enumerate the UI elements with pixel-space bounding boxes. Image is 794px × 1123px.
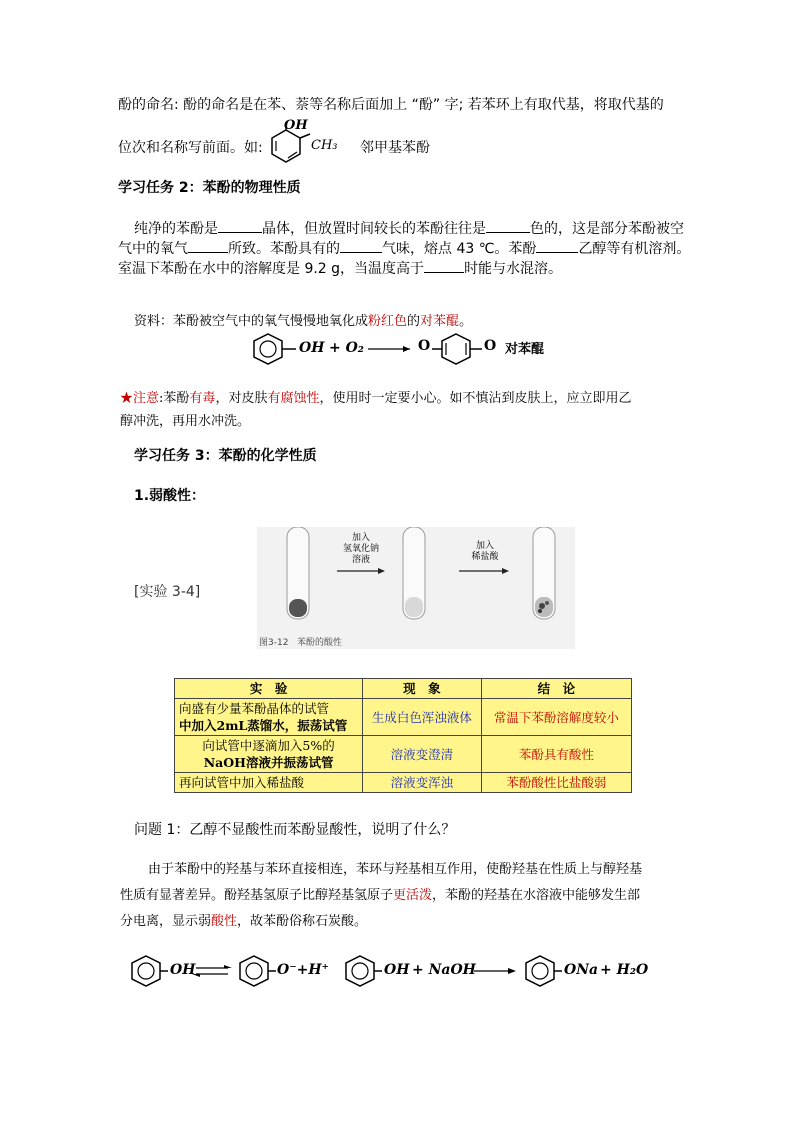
weak-acid-heading: 1.弱酸性： [134, 488, 206, 504]
header-experiment: 实 验 [175, 679, 363, 699]
answer-line3: 分电离，显示弱酸性，故苯酚俗称石炭酸。 [120, 914, 368, 929]
ch3-label: CH₃ [311, 138, 338, 153]
eq-plus-naoh: + NaOH [412, 962, 476, 978]
task2-line3: 室温下苯酚在水中的溶解度是 9.2 g，当温度高于 时能与水混溶。 [118, 258, 562, 279]
warning-line2: 醇冲洗，再用水冲洗。 [120, 414, 251, 429]
row2-phenomenon: 溶液变澄清 [363, 736, 481, 773]
eq-oh2: OH [384, 962, 410, 978]
arrow2-label: 加入 稀盐酸 [471, 541, 499, 562]
table-row [175, 699, 632, 736]
experiment-label: [实验 3-4] [134, 584, 201, 600]
task3-heading: 学习任务 3：苯酚的化学性质 [134, 448, 317, 464]
compound-name: 邻甲基苯酚 [360, 140, 430, 156]
row3-experiment: 再向试管中加入稀盐酸 [175, 773, 363, 793]
row1-conclusion: 常温下苯酚溶解度较小 [481, 699, 631, 736]
acidity-figure [257, 527, 575, 649]
arrow1-label: 加入 氢氧化钠 溶液 [342, 533, 379, 565]
eq-oh1: OH [170, 962, 196, 978]
table-row [175, 773, 632, 793]
table-row [175, 736, 632, 773]
material-line: 资料：苯酚被空气中的氧气慢慢地氧化成粉红色的对苯醌。 [134, 314, 473, 329]
test-tubes-illustration [257, 527, 575, 631]
row1-phenomenon: 生成白色浑浊液体 [363, 699, 481, 736]
warning-line1: ★注意:苯酚有毒，对皮肤有腐蚀性，使用时一定要小心。如不慎沾到皮肤上，应立即用乙 [120, 391, 632, 406]
header-conclusion: 结 论 [481, 679, 631, 699]
oh-label: OH [284, 118, 308, 133]
eq-plus-h2o: + H₂O [600, 962, 649, 978]
naming-line1: 酚的命名: 酚的命名是在苯、萘等名称后面加上 “酚” 字; 若苯环上有取代基，将取代基的 [118, 97, 664, 113]
row3-conclusion: 苯酚酸性比盐酸弱 [481, 773, 631, 793]
question-1: 问题 1：乙醇不显酸性而苯酚显酸性，说明了什么？ [134, 822, 456, 838]
row2-experiment: 向试管中逐滴加入5%的 NaOH溶液并振荡试管 [175, 736, 363, 773]
quinone-o-right: O [484, 338, 497, 354]
row1-experiment: 向盛有少量苯酚晶体的试管 中加入2mL蒸馏水，振荡试管 [175, 699, 363, 736]
answer-line1: 由于苯酚中的羟基与苯环直接相连，苯环与羟基相互作用，使酚羟基在性质上与醇羟基 [148, 862, 643, 877]
reaction-oh: OH [299, 340, 325, 356]
task2-heading: 学习任务 2：苯酚的物理性质 [118, 180, 301, 196]
task2-line2: 气中的氧气 所致。苯酚具有的 气味，熔点 43 ℃。苯酚 乙醇等有机溶剂。 [118, 238, 690, 259]
header-phenomenon: 现 象 [363, 679, 481, 699]
reaction-o2: + O₂ [329, 340, 364, 356]
table-header-row [175, 679, 632, 699]
row3-phenomenon: 溶液变浑浊 [363, 773, 481, 793]
answer-line2: 性质有显著差异。酚羟基氢原子比醇羟基氢原子更活泼，苯酚的羟基在水溶液中能够发生部 [120, 888, 641, 903]
quinone-o-left: O [418, 338, 431, 354]
experiment-table [174, 678, 632, 793]
naming-line2: 位次和名称写前面。如: [118, 140, 263, 156]
figure-caption: 图3-12 苯酚的酸性 [259, 638, 343, 648]
eq-ona: ONa [564, 962, 599, 978]
row2-conclusion: 苯酚具有酸性 [481, 736, 631, 773]
quinone-label: 对苯醌 [505, 342, 545, 357]
task2-line1: 纯净的苯酚是 晶体，但放置时间较长的苯酚往往是 色的，这是部分苯酚被空 [134, 218, 684, 239]
eq-phenoxide: O⁻+H⁺ [277, 962, 329, 978]
